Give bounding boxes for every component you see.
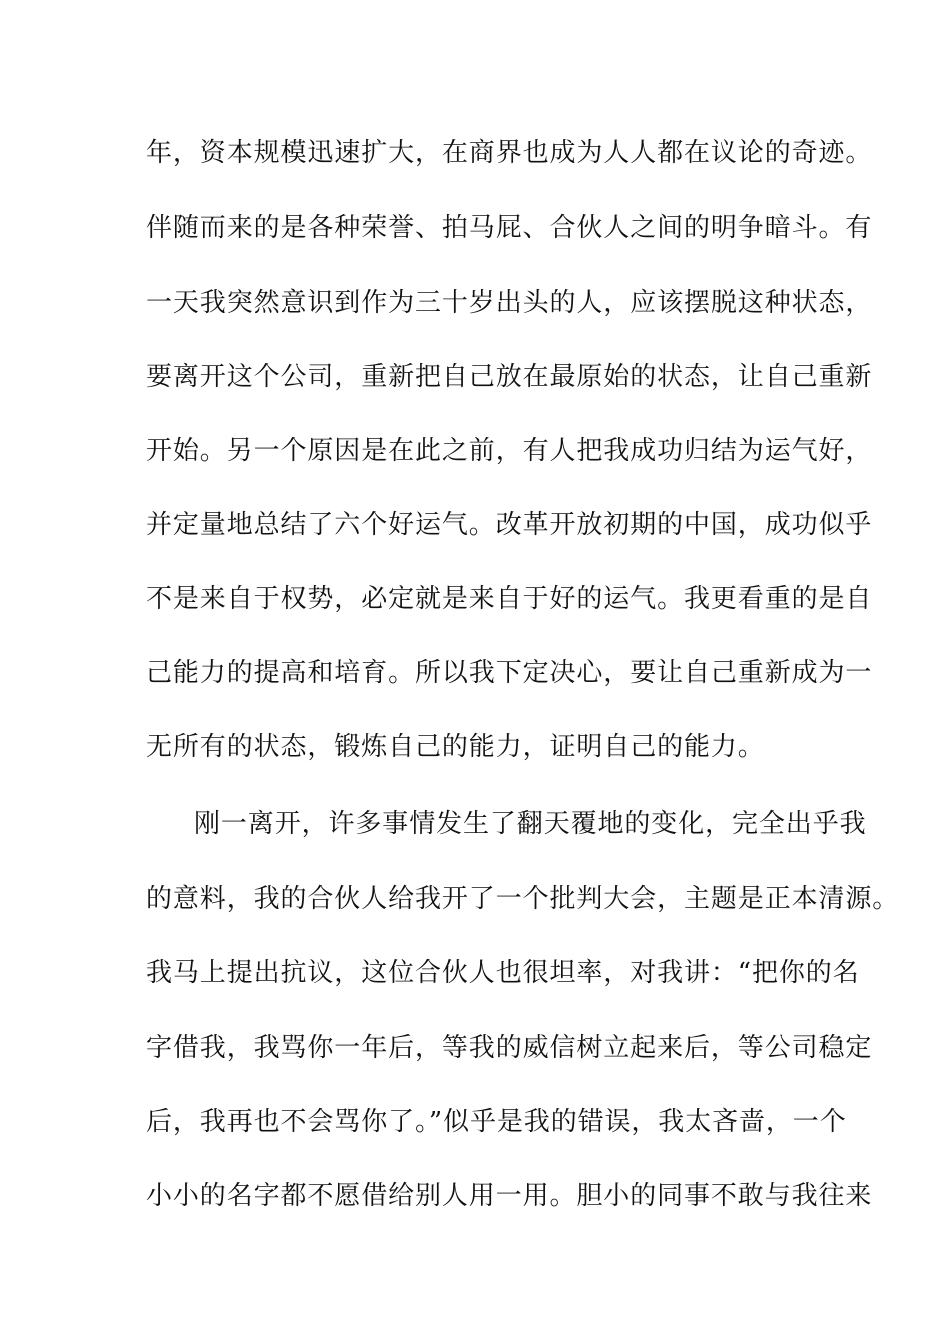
text-line: 伴随而来的是各种荣誉、拍马屁、合伙人之间的明争暗斗。有 [146, 213, 873, 243]
text-line: 一天我突然意识到作为三十岁出头的人，应该摆脱这种状态， [146, 288, 873, 318]
text-line: 年，资本规模迅速扩大，在商界也成为人人都在议论的奇迹。 [146, 138, 873, 168]
text-line: 的意料，我的合伙人给我开了一个批判大会，主题是正本清源。 [146, 884, 900, 914]
text-line: 己能力的提高和培育。所以我下定决心，要让自己重新成为一 [146, 658, 873, 688]
text-line: 我马上提出抗议，这位合伙人也很坦率，对我讲：“把你的名 [146, 958, 860, 988]
text-line: 不是来自于权势，必定就是来自于好的运气。我更看重的是自 [146, 584, 873, 614]
paragraph-first-line: 刚一离开，许多事情发生了翻天覆地的变化，完全出乎我 [194, 809, 867, 839]
text-line: 字借我，我骂你一年后，等我的威信树立起来后，等公司稳定 [146, 1033, 873, 1063]
text-line: 要离开这个公司，重新把自己放在最原始的状态，让自己重新 [146, 362, 873, 392]
text-line: 并定量地总结了六个好运气。改革开放初期的中国，成功似乎 [146, 510, 873, 540]
text-line: 无所有的状态，锻炼自己的能力，证明自己的能力。 [146, 732, 765, 762]
text-line: 后，我再也不会骂你了。”似乎是我的错误，我太吝啬，一个 [146, 1107, 847, 1137]
text-line: 开始。另一个原因是在此之前，有人把我成功归结为运气好， [146, 436, 873, 466]
text-line: 小小的名字都不愿借给别人用一用。胆小的同事不敢与我往来 [146, 1181, 873, 1211]
